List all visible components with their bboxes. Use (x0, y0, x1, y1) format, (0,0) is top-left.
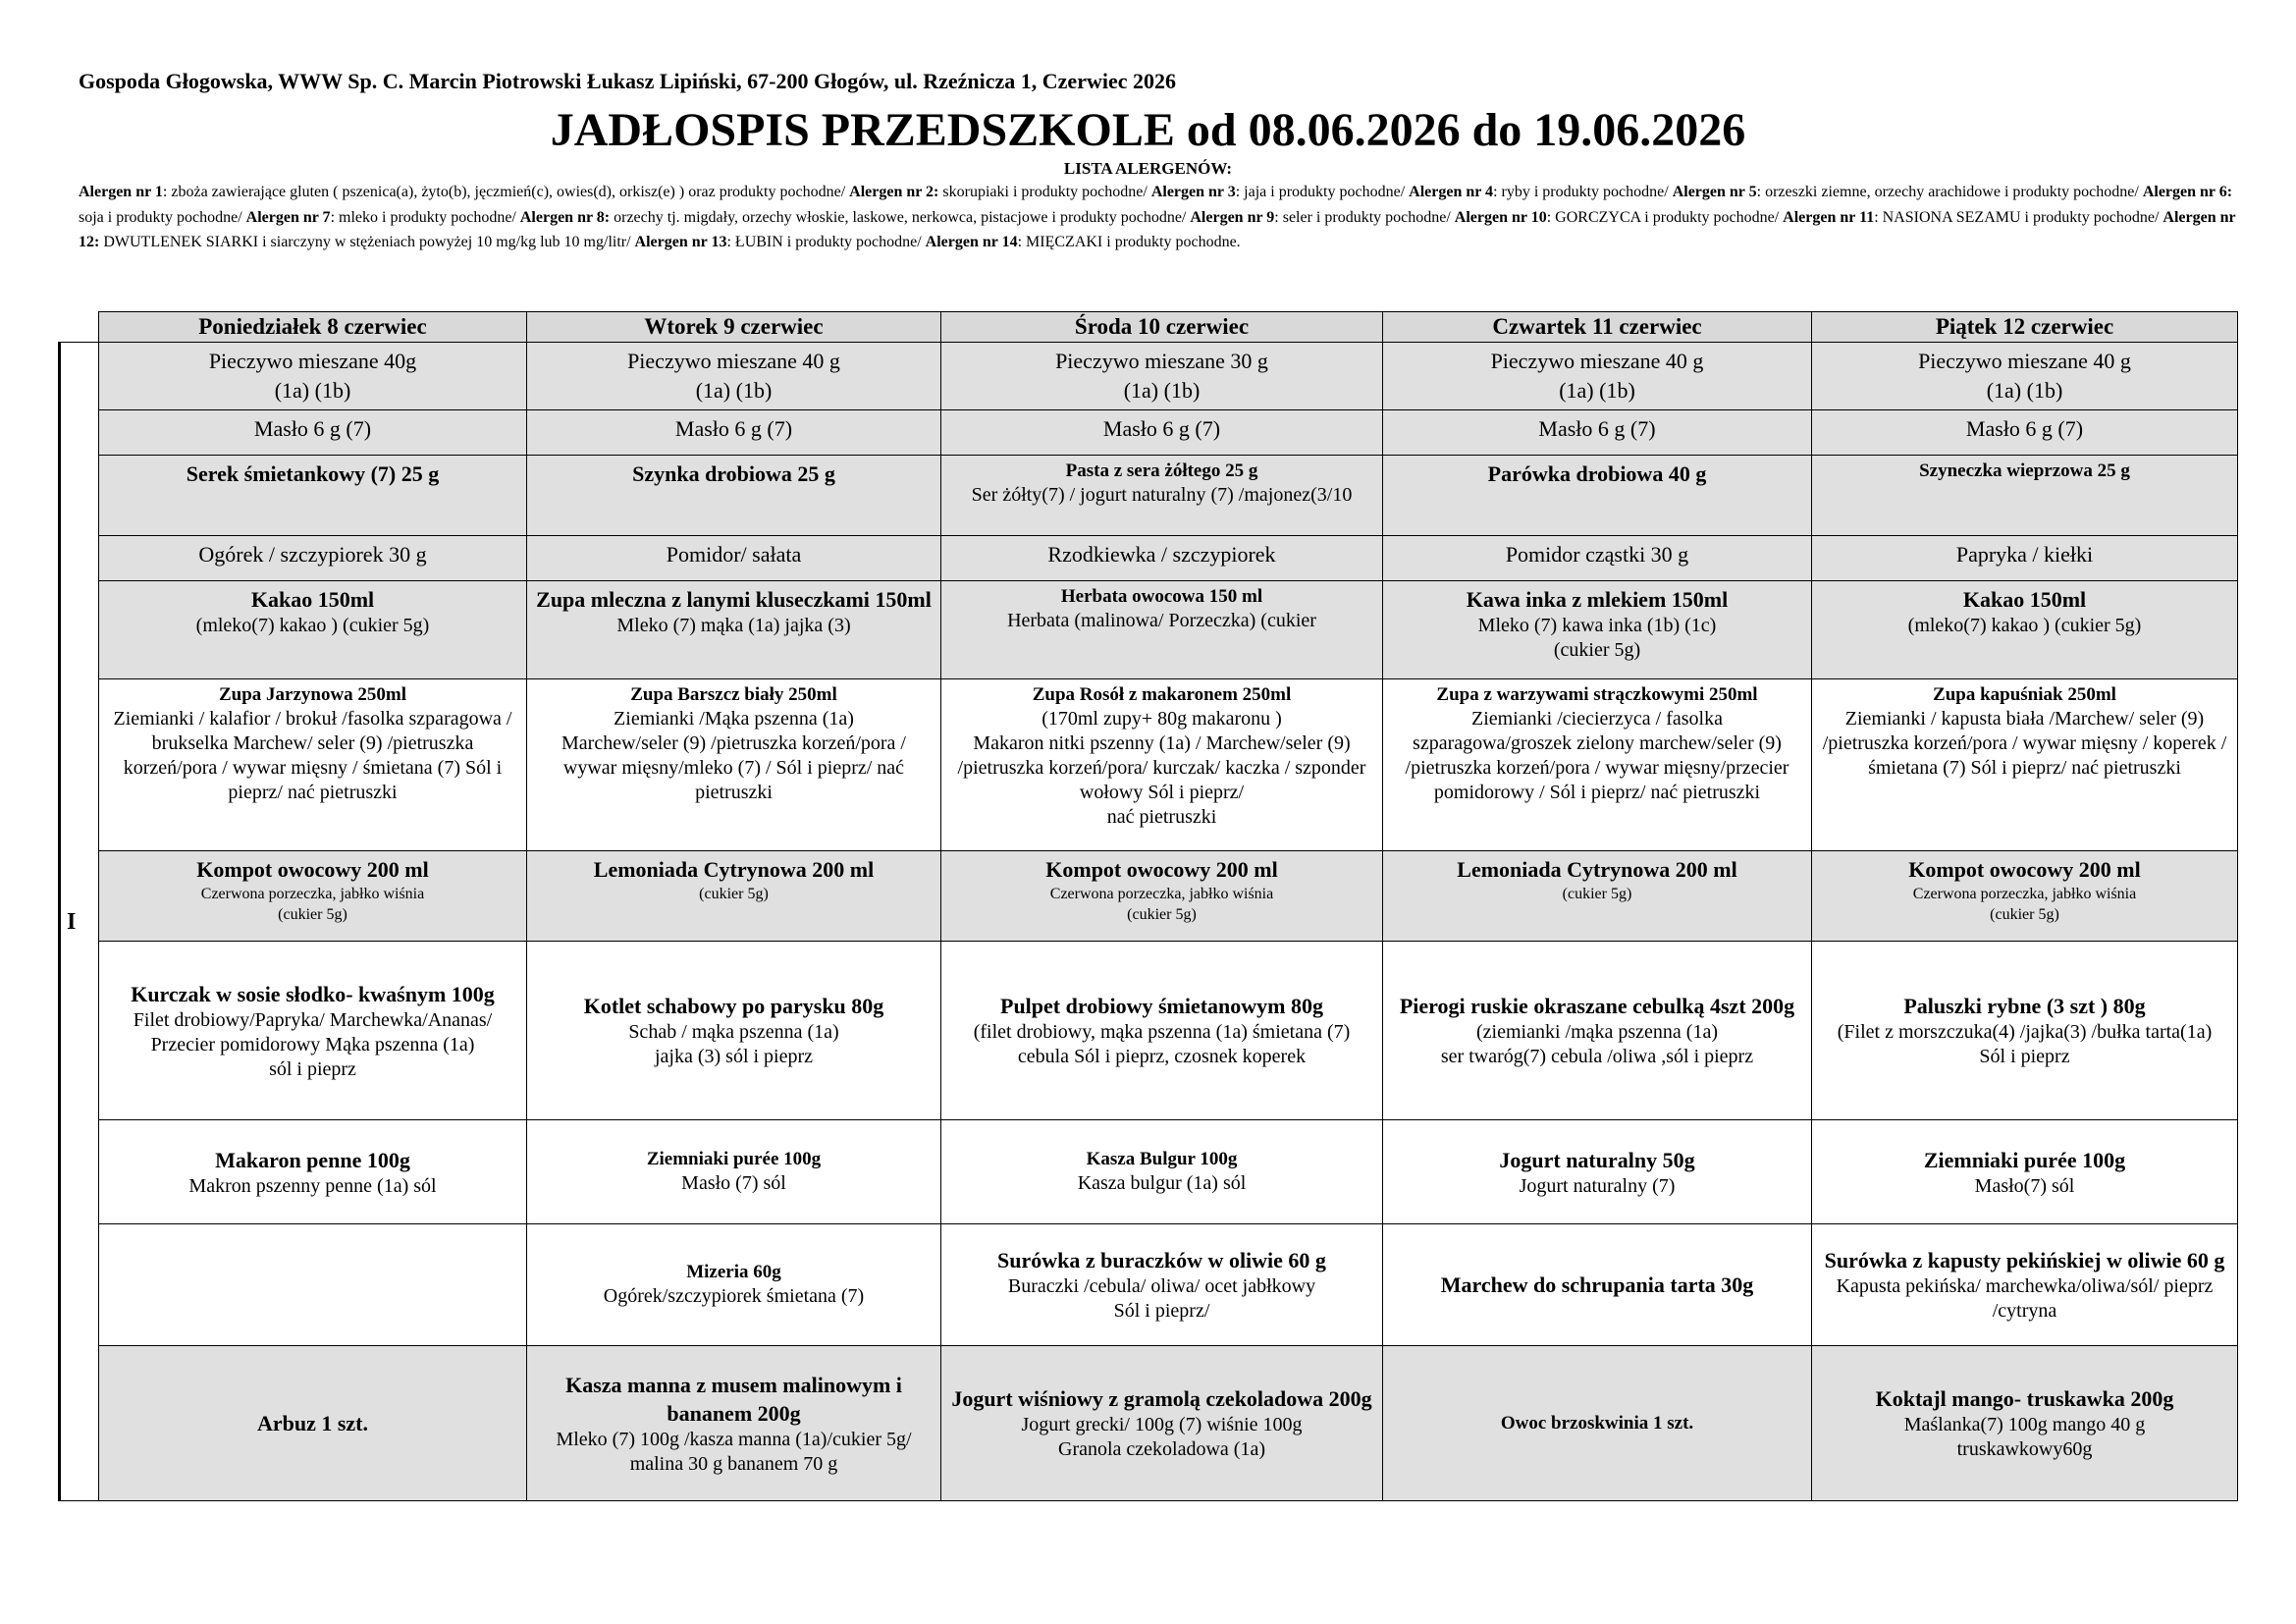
page-title: JADŁOSPIS PRZEDSZKOLE od 08.06.2026 do 19.06.2026 (550, 104, 1746, 156)
menu-cell (941, 410, 1383, 456)
menu-cell (941, 343, 1383, 410)
allergen-text: soja i produkty pochodne/ (79, 208, 246, 226)
menu-cell (1383, 1346, 1812, 1501)
dish-detail: (cukier 5g) (278, 906, 347, 923)
dish-detail: jajka (3) sól i pieprz (654, 1046, 814, 1067)
dish-title: Zupa z warzywami strączkowymi 250ml (1436, 684, 1758, 705)
allergen-text: : NASIONA SEZAMU i produkty pochodne/ (1874, 208, 2163, 226)
week-label: I (60, 343, 99, 1501)
menu-cell (941, 581, 1383, 679)
allergen-text: DWUTLENEK SIARKI i siarczyny w stężeniach powyżej 10 mg/kg lub 10 mg/litr/ (99, 234, 635, 250)
dish-detail: cebula Sól i pieprz, czosnek koperek (1017, 1046, 1307, 1067)
dish-title: Serek śmietankowy (7) 25 g (186, 461, 440, 486)
dish-detail: Ogórek/szczypiorek śmietana (7) (603, 1285, 865, 1307)
dish-title: Kawa inka z mlekiem 150ml (1466, 587, 1729, 612)
dish-detail: Masło 6 g (7) (1965, 416, 2084, 441)
dish-title: Arbuz 1 szt. (256, 1411, 369, 1435)
menu-cell (1812, 1224, 2238, 1346)
dish-detail: Granola czekoladowa (1a) (1058, 1438, 1265, 1460)
menu-cell (941, 942, 1383, 1120)
dish-title: Ziemniaki purée 100g (646, 1149, 822, 1169)
dish-detail: (cukier 5g) (1562, 886, 1632, 902)
menu-table (58, 311, 2238, 1501)
menu-cell (941, 1120, 1383, 1224)
dish-detail: Masło 6 g (7) (1102, 416, 1221, 441)
dish-detail: Sól i pieprz/ (1113, 1300, 1210, 1322)
menu-cell (1812, 679, 2238, 851)
dish-title: Herbata owocowa 150 ml (1060, 586, 1263, 607)
corner-cell (60, 312, 99, 343)
dish-title: Parówka drobiowa 40 g (1487, 461, 1707, 486)
dish-detail: Ziemianki / kalafior / brokuł /fasolka szparagowa / brukselka Marchew/ seler (9) /pietruszka korzeń/pora / wywar mięsny / śmietana (7) Sól i pieprz/ nać pietruszki (113, 708, 512, 803)
menu-cell (1383, 343, 1812, 410)
dish-detail: Masło 6 g (7) (253, 416, 372, 441)
menu-row (60, 942, 2238, 1120)
menu-cell (1812, 343, 2238, 410)
dish-detail: Kasza bulgur (1a) sól (1077, 1172, 1247, 1194)
dish-detail: Makaron nitki pszenny (1a) / Marchew/seler (9) /pietruszka korzeń/pora/ kurczak/ kaczka / szponder wołowy Sól i pieprz/ (957, 732, 1366, 803)
dish-detail: (1a) (1b) (1123, 378, 1201, 403)
dish-detail: Ogórek / szczypiorek 30 g (198, 542, 427, 567)
dish-title: Jogurt naturalny 50g (1499, 1147, 1695, 1172)
menu-cell (941, 456, 1383, 536)
menu-cell (1383, 1224, 1812, 1346)
menu-cell (527, 536, 941, 581)
dish-detail: Pieczywo mieszane 40 g (1918, 349, 2131, 373)
allergen-label: Alergen nr 1 (79, 184, 163, 200)
menu-cell (99, 1224, 527, 1346)
dish-title: Zupa Rosół z makaronem 250ml (1032, 684, 1292, 705)
dish-title: Surówka z buraczków w oliwie 60 g (997, 1248, 1326, 1272)
dish-title: Kompot owocowy 200 ml (1045, 857, 1278, 882)
dish-detail: Pomidor cząstki 30 g (1505, 542, 1689, 567)
menu-cell (941, 851, 1383, 942)
dish-detail: Schab / mąka pszenna (1a) (628, 1021, 839, 1043)
dish-detail: Masło (7) sól (681, 1172, 786, 1194)
allergen-text: skorupiaki i produkty pochodne/ (938, 184, 1151, 200)
menu-cell (1383, 851, 1812, 942)
menu-cell (99, 456, 527, 536)
menu-cell (1812, 942, 2238, 1120)
dish-detail: Pomidor/ sałata (666, 542, 802, 567)
dish-title: Paluszki rybne (3 szt ) 80g (1903, 994, 2146, 1018)
day-header: Czwartek 11 czerwiec (1383, 312, 1812, 343)
menu-cell (527, 942, 941, 1120)
allergen-label: Alergen nr 5 (1672, 184, 1757, 200)
dish-detail: truskawkowy60g (1956, 1438, 2093, 1460)
menu-row (60, 410, 2238, 456)
dish-detail: Makron pszenny penne (1a) sól (188, 1174, 437, 1197)
dish-detail: Filet drobiowy/Papryka/ Marchewka/Ananas/ Przecier pomidorowy Mąka pszenna (1a) (133, 1008, 493, 1056)
dish-detail: Masło 6 g (7) (1538, 416, 1656, 441)
menu-cell (99, 942, 527, 1120)
allergen-text: : ryby i produkty pochodne/ (1493, 184, 1673, 200)
dish-title: Kasza manna z musem malinowym i bananem 200g (565, 1372, 902, 1426)
dish-title: Makaron penne 100g (215, 1147, 410, 1172)
menu-row (60, 1346, 2238, 1501)
menu-cell (1812, 581, 2238, 679)
menu-cell (99, 851, 527, 942)
dish-detail: Pieczywo mieszane 40 g (627, 349, 840, 373)
dish-detail: Mleko (7) mąka (1a) jajka (3) (616, 615, 851, 636)
dish-title: Zupa Jarzynowa 250ml (218, 684, 407, 705)
dish-detail: Pieczywo mieszane 40 g (1490, 349, 1704, 373)
menu-cell (527, 1346, 941, 1501)
dish-title: Marchew do schrupania tarta 30g (1440, 1272, 1754, 1297)
dish-title: Mizeria 60g (686, 1262, 781, 1282)
allergen-list-heading: LISTA ALERGENÓW: (1063, 159, 1233, 178)
menu-cell (1812, 851, 2238, 942)
menu-cell (527, 410, 941, 456)
dish-detail: Ser żółty(7) / jogurt naturalny (7) /majonez(3/10 (971, 484, 1353, 506)
menu-cell (941, 1224, 1383, 1346)
menu-row (60, 851, 2238, 942)
menu-cell (99, 343, 527, 410)
dish-title: Kurczak w sosie słodko- kwaśnym 100g (131, 981, 495, 1006)
dish-title: Szynka drobiowa 25 g (632, 461, 835, 486)
dish-detail: (170ml zupy+ 80g makaronu ) (1041, 708, 1282, 730)
day-header: Piątek 12 czerwiec (1812, 312, 2238, 343)
allergen-text: : MIĘCZAKI i produkty pochodne. (1017, 234, 1241, 250)
allergen-label: Alergen nr 11 (1783, 208, 1875, 226)
dish-detail: (cukier 5g) (1990, 906, 2059, 923)
menu-cell (527, 851, 941, 942)
dish-detail: (1a) (1b) (1986, 378, 2063, 403)
menu-row (60, 581, 2238, 679)
dish-title: Kotlet schabowy po parysku 80g (583, 994, 884, 1018)
menu-cell (99, 581, 527, 679)
menu-cell (527, 679, 941, 851)
dish-title: Surówka z kapusty pekińskiej w oliwie 60 g (1824, 1248, 2225, 1272)
dish-detail: (1a) (1b) (695, 378, 773, 403)
allergen-text: : seler i produkty pochodne/ (1274, 208, 1455, 226)
allergen-label: Alergen nr 4 (1409, 184, 1494, 200)
dish-detail: Masło(7) sól (1974, 1174, 2075, 1197)
dish-detail: Kapusta pekińska/ marchewka/oliwa/sól/ pieprz /cytryna (1836, 1275, 2214, 1322)
dish-detail: (cukier 5g) (1553, 639, 1641, 661)
allergen-label: Alergen nr 7 (245, 208, 331, 226)
day-header: Poniedziałek 8 czerwiec (99, 312, 527, 343)
allergen-text: : orzeszki ziemne, orzechy arachidowe i produkty pochodne/ (1756, 184, 2143, 200)
day-header: Wtorek 9 czerwiec (527, 312, 941, 343)
dish-detail: Masło 6 g (7) (674, 416, 793, 441)
dish-detail: Marchew/seler (9) /pietruszka korzeń/pora / wywar mięsny/mleko (7) / Sól i pieprz/ nać pietruszki (561, 732, 906, 803)
menu-cell (1812, 1120, 2238, 1224)
menu-cell (1812, 536, 2238, 581)
allergen-label: Alergen nr 8: (519, 208, 611, 226)
dish-title: Zupa Barszcz biały 250ml (630, 684, 837, 705)
day-header: Środa 10 czerwiec (941, 312, 1383, 343)
menu-row (60, 1224, 2238, 1346)
day-header-row (60, 312, 2238, 343)
allergen-label: Alergen nr 9 (1190, 208, 1275, 226)
dish-detail: (1a) (1b) (1559, 378, 1635, 403)
company-header: Gospoda Głogowska, WWW Sp. C. Marcin Piotrowski Łukasz Lipiński, 67-200 Głogów, ul. Rzeźnicza 1, Czerwiec 2026 (79, 69, 1176, 93)
dish-detail: ser twaróg(7) cebula /oliwa ,sól i pieprz (1440, 1046, 1754, 1067)
menu-cell (527, 1120, 941, 1224)
menu-cell (527, 456, 941, 536)
dish-detail: Czerwona porzeczka, jabłko wiśnia (200, 886, 425, 902)
dish-title: Kompot owocowy 200 ml (1908, 857, 2141, 882)
dish-detail: Sól i pieprz (1979, 1046, 2070, 1067)
dish-title: Pulpet drobiowy śmietanowym 80g (1000, 994, 1323, 1018)
dish-detail: Buraczki /cebula/ oliwa/ ocet jabłkowy (1007, 1275, 1316, 1297)
dish-title: Owoc brzoskwinia 1 szt. (1500, 1412, 1694, 1434)
allergen-text: : mleko i produkty pochodne/ (330, 208, 520, 226)
dish-title: Koktajl mango- truskawka 200g (1875, 1386, 2174, 1411)
dish-title: Jogurt wiśniowy z gramolą czekoladowa 200g (951, 1386, 1372, 1411)
dish-title: Kakao 150ml (1962, 587, 2087, 612)
dish-detail: Pieczywo mieszane 40g (208, 349, 417, 373)
dish-detail: Ziemianki /Mąka pszenna (1a) (614, 708, 854, 730)
dish-detail: (cukier 5g) (1127, 906, 1197, 923)
dish-detail: Jogurt grecki/ 100g (7) wiśnie 100g (1021, 1414, 1303, 1435)
menu-cell (99, 410, 527, 456)
menu-cell (527, 343, 941, 410)
menu-cell (99, 1120, 527, 1224)
menu-row (60, 343, 2238, 410)
dish-detail: Ziemianki /ciecierzyca / fasolka szparagowa/groszek zielony marchew/seler (9) /pietruszka korzeń/pora / wywar mięsny/przecier pomidorowy / Sól i pieprz/ nać pietruszki (1405, 708, 1789, 803)
dish-detail: nać pietruszki (1106, 806, 1217, 828)
dish-detail: (ziemianki /mąka pszenna (1a) (1476, 1021, 1718, 1043)
menu-row (60, 679, 2238, 851)
dish-detail: sól i pieprz (269, 1057, 356, 1080)
dish-detail: Rzodkiewka / szczypiorek (1047, 542, 1276, 567)
allergen-text: : zboża zawierające gluten ( pszenica(a), żyto(b), jęczmień(c), owies(d), orkisz(e) ) oraz produkty pochodne/ (162, 184, 850, 200)
dish-title: Pierogi ruskie okraszane cebulką 4szt 200g (1399, 994, 1795, 1018)
dish-detail: Herbata (malinowa/ Porzeczka) (cukier (1007, 610, 1316, 631)
menu-cell (1812, 410, 2238, 456)
dish-title: Kakao 150ml (250, 587, 375, 612)
menu-row (60, 456, 2238, 536)
dish-detail: Mleko (7) kawa inka (1b) (1c) (1477, 615, 1717, 636)
menu-cell (941, 1346, 1383, 1501)
menu-row (60, 536, 2238, 581)
menu-cell (99, 1346, 527, 1501)
menu-cell (1383, 1120, 1812, 1224)
dish-detail: (filet drobiowy, mąka pszenna (1a) śmietana (7) (973, 1021, 1351, 1043)
allergen-label: Alergen nr 10 (1454, 208, 1547, 226)
allergen-label: Alergen nr 6: (2142, 184, 2233, 200)
dish-detail: Czerwona porzeczka, jabłko wiśnia (1049, 886, 1274, 902)
allergen-text: : ŁUBIN i produkty pochodne/ (726, 234, 926, 250)
dish-title: Szyneczka wieprzowa 25 g (1919, 460, 2130, 481)
dish-detail: Papryka / kiełki (1955, 542, 2094, 567)
menu-cell (527, 581, 941, 679)
dish-detail: Maślanka(7) 100g mango 40 g (1903, 1414, 2146, 1435)
menu-row (60, 1120, 2238, 1224)
menu-cell (1383, 581, 1812, 679)
dish-detail: Jogurt naturalny (7) (1519, 1174, 1676, 1197)
dish-detail: (1a) (1b) (274, 378, 351, 403)
allergen-text: : jaja i produkty pochodne/ (1235, 184, 1410, 200)
dish-detail: Czerwona porzeczka, jabłko wiśnia (1912, 886, 2137, 902)
dish-title: Kompot owocowy 200 ml (196, 857, 429, 882)
allergen-text: : GORCZYCA i produkty pochodne/ (1546, 208, 1784, 226)
menu-cell (1383, 942, 1812, 1120)
dish-title: Ziemniaki purée 100g (1923, 1147, 2126, 1172)
menu-cell (1383, 410, 1812, 456)
dish-detail: (cukier 5g) (699, 886, 769, 902)
allergen-label: Alergen nr 12: (79, 208, 2236, 250)
dish-detail: (mleko(7) kakao ) (cukier 5g) (1907, 615, 2142, 636)
menu-cell (1812, 456, 2238, 536)
dish-title: Pasta z sera żółtego 25 g (1065, 460, 1258, 481)
allergen-label: Alergen nr 2: (849, 184, 939, 200)
allergen-text: orzechy tj. migdały, orzechy włoskie, laskowe, nerkowca, pistacjowe i produkty pochodne/ (610, 208, 1191, 226)
dish-detail: Ziemianki / kapusta biała /Marchew/ seler (9) /pietruszka korzeń/pora / wywar mięsny / koperek / śmietana (7) Sól i pieprz/ nać pietruszki (1822, 708, 2227, 779)
menu-cell (1383, 679, 1812, 851)
dish-title: Zupa kapuśniak 250ml (1933, 684, 2116, 705)
allergen-label: Alergen nr 14 (925, 234, 1018, 250)
dish-title: Lemoniada Cytrynowa 200 ml (1457, 857, 1737, 882)
menu-cell (527, 1224, 941, 1346)
menu-cell (99, 536, 527, 581)
dish-detail: (mleko(7) kakao ) (cukier 5g) (195, 615, 430, 636)
dish-detail: Mleko (7) 100g /kasza manna (1a)/cukier 5g/ malina 30 g bananem 70 g (556, 1428, 912, 1475)
dish-detail: (Filet z morszczuka(4) /jajka(3) /bułka tarta(1a) (1837, 1021, 2213, 1043)
dish-detail: Pieczywo mieszane 30 g (1055, 349, 1268, 373)
dish-title: Lemoniada Cytrynowa 200 ml (593, 857, 875, 882)
menu-cell (941, 679, 1383, 851)
menu-cell (941, 536, 1383, 581)
allergen-list (79, 180, 2238, 255)
menu-cell (1383, 456, 1812, 536)
menu-cell (1812, 1346, 2238, 1501)
menu-cell (1383, 536, 1812, 581)
dish-title: Zupa mleczna z lanymi kluseczkami 150ml (536, 587, 932, 612)
allergen-label: Alergen nr 3 (1150, 184, 1236, 200)
dish-title: Kasza Bulgur 100g (1086, 1149, 1238, 1169)
allergen-label: Alergen nr 13 (634, 234, 727, 250)
menu-cell (99, 679, 527, 851)
